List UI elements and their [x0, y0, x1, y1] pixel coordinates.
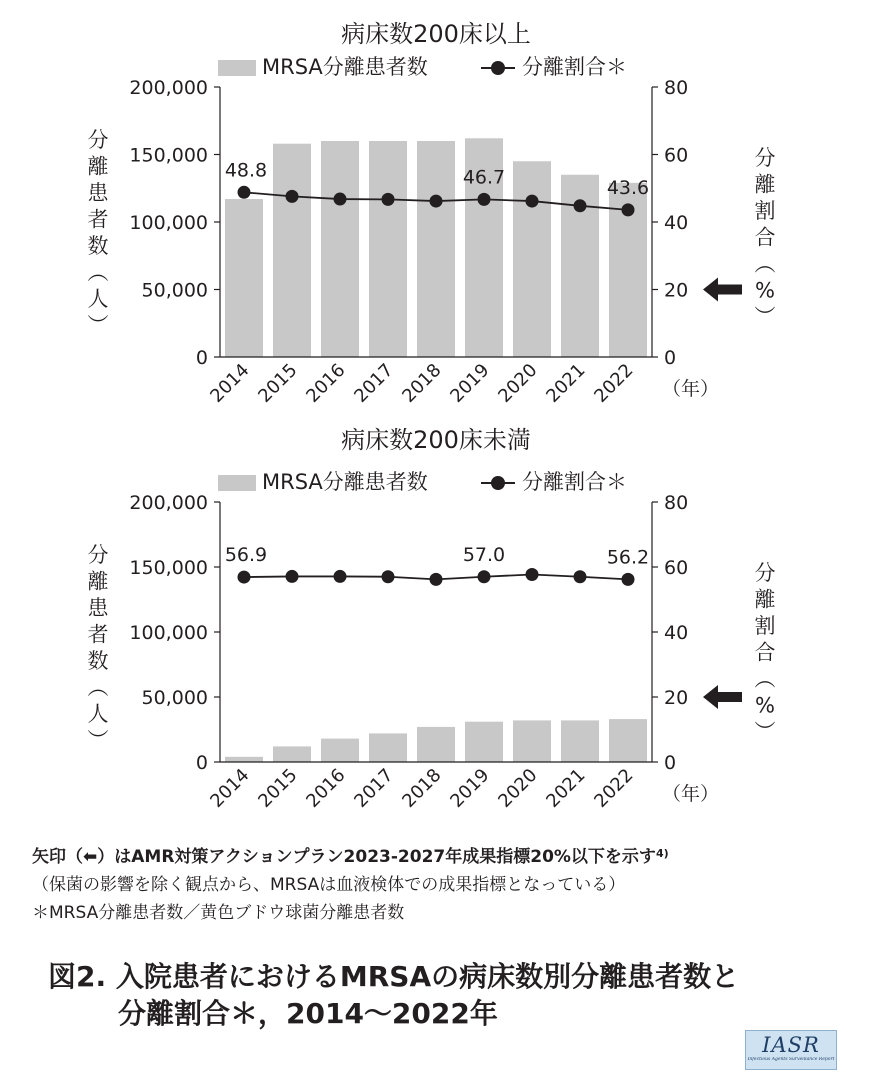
left-tick-label: 50,000: [141, 279, 208, 302]
ratio-point-2017: [382, 570, 395, 583]
x-tick-label: 2019: [446, 359, 494, 407]
chart-panel-1: [88, 20, 776, 407]
x-tick-label: 2018: [398, 764, 446, 812]
x-tick-label: 2021: [542, 359, 590, 407]
ratio-point-2014: [238, 186, 251, 199]
legend-line-marker: [491, 476, 505, 490]
target-arrow-icon: [703, 278, 742, 302]
left-axis-title: 分離患者数︵人︶: [87, 543, 109, 753]
x-tick-label: 2017: [350, 764, 398, 812]
ratio-data-label: 57.0: [462, 543, 506, 566]
bar-2016: [321, 141, 359, 357]
x-tick-label: 2016: [302, 359, 350, 407]
legend-bar-swatch: [218, 475, 256, 491]
target-arrow-icon: [703, 685, 742, 709]
x-tick-label: 2018: [398, 359, 446, 407]
left-tick-label: 100,000: [129, 212, 208, 234]
ratio-point-2014: [238, 571, 251, 584]
ratio-point-2015: [286, 190, 299, 203]
right-tick-label: 60: [664, 557, 689, 579]
bar-2014: [225, 199, 263, 357]
right-tick-label: 40: [664, 212, 689, 234]
x-tick-label: 2015: [254, 764, 302, 812]
x-tick-label: 2014: [206, 359, 254, 407]
ratio-point-2022: [622, 573, 635, 586]
bar-2014: [225, 757, 263, 762]
x-unit-label: （年）: [662, 783, 720, 805]
chart-title: 病床数200床以上: [341, 20, 531, 48]
ratio-point-2020: [526, 195, 539, 208]
bar-2021: [561, 720, 599, 762]
legend-bar-label: MRSA分離患者数: [262, 55, 428, 79]
x-unit-label: （年）: [662, 378, 720, 400]
bar-2020: [513, 720, 551, 762]
note-ratio-definition: ＊MRSA分離患者数／黄色ブドウ球菌分離患者数: [32, 903, 405, 923]
ratio-point-2021: [574, 570, 587, 583]
ratio-data-label: 46.7: [462, 166, 506, 189]
right-tick-label: 20: [664, 279, 689, 302]
ratio-point-2020: [526, 568, 539, 581]
ratio-point-2018: [430, 195, 443, 208]
bar-2018: [417, 141, 455, 357]
x-tick-label: 2015: [254, 359, 302, 407]
bar-2017: [369, 733, 407, 762]
ratio-point-2018: [430, 573, 443, 586]
legend-line-label: 分離割合＊: [522, 55, 627, 79]
bar-2018: [417, 727, 455, 762]
right-tick-label: 0: [664, 347, 677, 369]
x-tick-label: 2014: [206, 764, 254, 812]
right-tick-label: 60: [664, 144, 689, 167]
ratio-data-label: 48.8: [224, 159, 268, 182]
bar-2015: [273, 746, 311, 762]
left-tick-label: 50,000: [141, 687, 208, 709]
figure-caption-line2: 分離割合＊，2014〜2022年: [118, 997, 498, 1030]
left-tick-label: 150,000: [129, 557, 208, 579]
left-tick-label: 150,000: [129, 144, 208, 167]
right-tick-label: 80: [664, 77, 689, 99]
x-tick-label: 2022: [590, 764, 638, 812]
note-blood-specimen: （保菌の影響を除く観点から、MRSAは血液検体での成果指標となっている）: [32, 875, 626, 895]
bar-2015: [273, 144, 311, 357]
legend-bar-label: MRSA分離患者数: [262, 470, 428, 494]
bar-2022: [609, 719, 647, 762]
ratio-point-2019: [478, 570, 491, 583]
bar-2016: [321, 739, 359, 762]
ratio-data-label: 56.2: [606, 546, 650, 569]
figure-caption-line1: 図2. 入院患者におけるMRSAの病床数別分離患者数と: [48, 960, 740, 993]
note-arrow-explanation: 矢印（⬅）はAMR対策アクションプラン2023-2027年成果指標20%以下を示す$^{4)}$: [32, 847, 669, 867]
x-tick-label: 2017: [350, 359, 398, 407]
ratio-point-2016: [334, 570, 347, 583]
right-tick-label: 80: [664, 492, 689, 514]
ratio-point-2017: [382, 193, 395, 206]
left-tick-label: 200,000: [129, 77, 208, 99]
left-axis-title: 分離患者数︵人︶: [87, 128, 109, 338]
x-tick-label: 2020: [494, 764, 542, 812]
left-tick-label: 100,000: [129, 622, 208, 644]
x-tick-label: 2021: [542, 764, 590, 812]
legend-line-marker: [491, 61, 505, 75]
x-tick-label: 2019: [446, 764, 494, 812]
bar-2017: [369, 141, 407, 357]
x-tick-label: 2020: [494, 359, 542, 407]
right-tick-label: 20: [664, 687, 689, 709]
ratio-point-2021: [574, 199, 587, 212]
bar-2020: [513, 161, 551, 357]
x-tick-label: 2022: [590, 359, 638, 407]
left-tick-label: 200,000: [129, 492, 208, 514]
chart-panel-2: [88, 426, 776, 812]
legend-bar-swatch: [218, 60, 256, 76]
chart-title: 病床数200床未満: [341, 426, 531, 454]
iasr-logo: IASR Infectious Agents Surveillance Report: [745, 1030, 837, 1070]
right-axis-title: 分離割合︵ % ︶: [754, 146, 776, 329]
ratio-point-2022: [622, 203, 635, 216]
ratio-point-2019: [478, 193, 491, 206]
bar-2019: [465, 722, 503, 762]
right-tick-label: 0: [664, 752, 677, 774]
x-tick-label: 2016: [302, 764, 350, 812]
ratio-point-2016: [334, 193, 347, 206]
ratio-data-label: 56.9: [224, 544, 268, 567]
ratio-data-label: 43.6: [606, 176, 650, 199]
left-tick-label: 0: [195, 347, 208, 369]
left-tick-label: 0: [195, 752, 208, 774]
right-tick-label: 40: [664, 622, 689, 644]
right-axis-title: 分離割合︵ % ︶: [754, 561, 776, 744]
ratio-point-2015: [286, 570, 299, 583]
legend-line-label: 分離割合＊: [522, 470, 627, 494]
